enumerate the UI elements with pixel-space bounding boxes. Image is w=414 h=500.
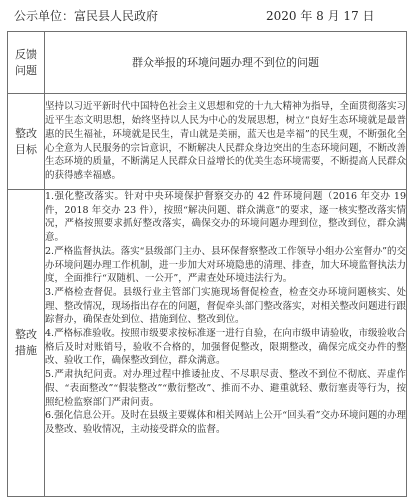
problem-content: 群众举报的环境问题办理不到位的问题: [45, 32, 407, 94]
row-label-problem: 反馈 问题: [8, 32, 45, 94]
row-label-goal: 整改 目标: [8, 94, 45, 190]
publisher-label: 公示单位：富民县人民政府: [14, 9, 159, 23]
table-row-measures: [8, 190, 407, 497]
document-header: [0, 0, 414, 30]
measure-item-6: 6.强化信息公开。及时在县级主要媒体和相关网站上公开“回头看”交办环境问题的办理及整改、验收情况，主动接受群众的监督。: [45, 410, 406, 435]
measure-item-2: 2.严格监督执法。落实“县级部门主办、县环保督察整改工作领导小组办公室督办”的交办环境问题办理工作机制，进一步加大对环境隐患的清理、排查，加大环境监督执法力度，全面推行“双随机、一公开”，严肃查处环境违法行为。: [45, 245, 407, 285]
publish-date: 2020 年 8 月 17 日: [266, 9, 375, 23]
measures-content: [45, 190, 407, 497]
measure-item-4: 4.严格标准验收。按照市级要求按标准逐一进行自验，在向市级申请验收，市级验收合格后及时对账销号，验收不合格的，加强督促整改，限期整改，确保完成交办件的整改、验收工作，确保整改到位，群众满意。: [45, 328, 406, 367]
table-row-problem: [8, 32, 407, 94]
goal-content: 坚持以习近平新时代中国特色社会主义思想和党的十九大精神为指导，全面贯彻落实习近平生态文明思想，始终坚持以人民为中心的发展思想，树立“良好生态环境就是最普惠的民生福祉，环境就是民生，青山就是美丽，蓝天也是幸福”的民生观，不断强化全心全意为人民服务的宗旨意识，不断解决人民群众身边突出的生态环境问题，不断改善生态环境的质量，不断满足人民群众日益增长的优美生态环境需要，不断提高人民群众的获得感幸福感。: [45, 94, 407, 190]
rectification-table: [7, 31, 407, 497]
row-label-measures: 整改 措施: [8, 190, 45, 497]
measure-item-1: 1.强化整改落实。针对中央环境保护督察交办的 42 件环境问题（2016 年交办 19 件，2018 年交办 23 件），按照“解决问题、群众满意”的要求，逐一核实整改落实情况，严格按照要求抓好整改落实，确保交办的环境问题办理到位，整改到位，群众满意。: [45, 191, 406, 244]
table-row-goal: [8, 94, 407, 190]
measure-item-3: 3.严格检查督促。县级行业主管部门实施现场督促检查，检查交办环境问题核实、处理、整改情况，现场指出存在的问题，督促牵头部门整改落实，对相关整改问题进行跟踪督办，确保查处到位、措施到位、整改到位。: [45, 286, 407, 326]
measure-item-5: 5.严肃执纪问责。对办理过程中推诿扯皮、不尽职尽责、整改不到位不彻底、弄虚作假、“表面整改”“假装整改”“敷衍整改”、推而不办、避重就轻、敷衍塞责等行为，按照纪检监察部门严肃问责。: [45, 369, 406, 408]
